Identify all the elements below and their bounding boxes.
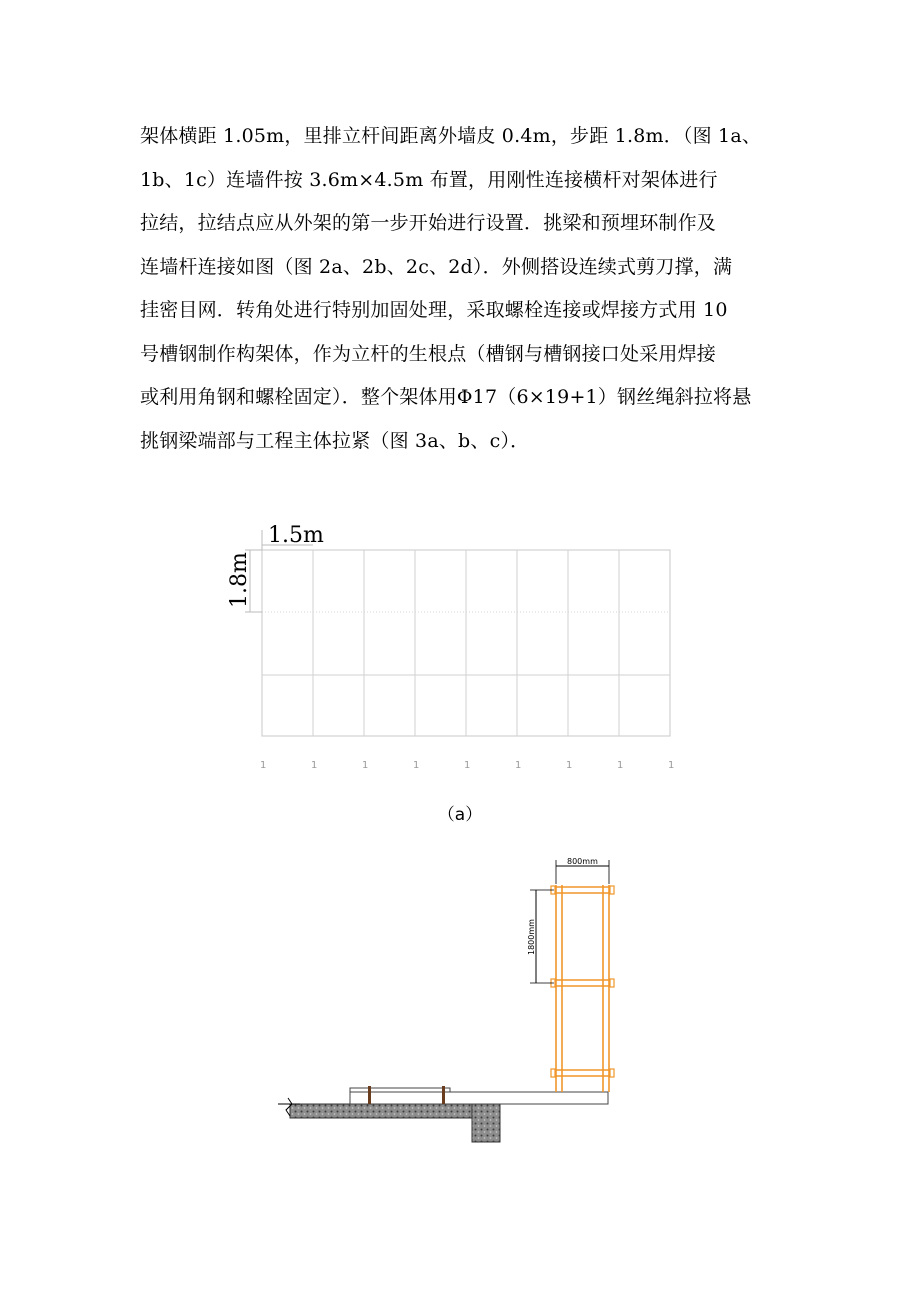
column-tick-label: 1 bbox=[413, 760, 420, 771]
figure-a-grid bbox=[227, 523, 674, 771]
coupler bbox=[610, 886, 614, 894]
coupler bbox=[610, 1069, 614, 1077]
scaffold-frame bbox=[552, 885, 613, 1092]
column-tick-labels bbox=[260, 760, 674, 771]
paragraph-line: 或利用角钢和螺栓固定）．整个架体用Φ17（6×19+1）钢丝绳斜拉将悬 bbox=[140, 386, 752, 408]
column-tick-label: 1 bbox=[617, 760, 624, 771]
anchor-ring bbox=[442, 1086, 445, 1104]
cantilever-beam bbox=[350, 1092, 608, 1104]
anchor-ring bbox=[368, 1086, 371, 1104]
paragraph-line: 架体横距 1.05m，里排立杆间距离外墙皮 0.4m，步距 1.8m．（图 1a、 bbox=[140, 125, 762, 147]
grid-columns bbox=[313, 550, 619, 736]
column-tick-label: 1 bbox=[311, 760, 318, 771]
paragraph-line: 挑钢梁端部与工程主体拉紧（图 3a、b、c）． bbox=[140, 429, 530, 452]
dim-vertical-label: 1.8m bbox=[227, 552, 252, 608]
column-tick-label: 1 bbox=[566, 760, 573, 771]
anchor-plate bbox=[350, 1088, 450, 1092]
column-tick-label: 1 bbox=[362, 760, 369, 771]
column-tick-label: 1 bbox=[668, 760, 675, 771]
dim-width-label: 800mm bbox=[567, 857, 598, 866]
coupler bbox=[551, 1069, 555, 1077]
figure-b-section bbox=[278, 857, 614, 1142]
column-tick-label: 1 bbox=[515, 760, 522, 771]
paragraph-line: 挂密目网．转角处进行特别加固处理，采取螺栓连接或焊接方式用 10 bbox=[140, 299, 728, 321]
scaffold-couplers bbox=[551, 886, 614, 1077]
paragraph-line: 连墙杆连接如图（图 2a、2b、2c、2d）．外侧搭设连续式剪刀撑，满 bbox=[140, 255, 733, 278]
paragraph-line: 拉结，拉结点应从外架的第一步开始进行设置．挑梁和预埋环制作及 bbox=[140, 212, 717, 234]
figure-a-caption: （a） bbox=[437, 805, 483, 825]
dim-height-label: 1800mm bbox=[527, 919, 536, 955]
paragraph-line: 号槽钢制作构架体，作为立杆的生根点（槽钢与槽钢接口处采用焊接 bbox=[140, 342, 717, 365]
coupler bbox=[610, 979, 614, 987]
column-tick-label: 1 bbox=[464, 760, 471, 771]
paragraph-line: 1b、1c）连墙件按 3.6m×4.5m 布置，用刚性连接横杆对架体进行 bbox=[140, 168, 718, 191]
floor-slab bbox=[290, 1104, 500, 1118]
column-tick-label: 1 bbox=[260, 760, 267, 771]
dim-horizontal-label: 1.5m bbox=[268, 523, 324, 548]
edge-beam bbox=[472, 1104, 500, 1142]
